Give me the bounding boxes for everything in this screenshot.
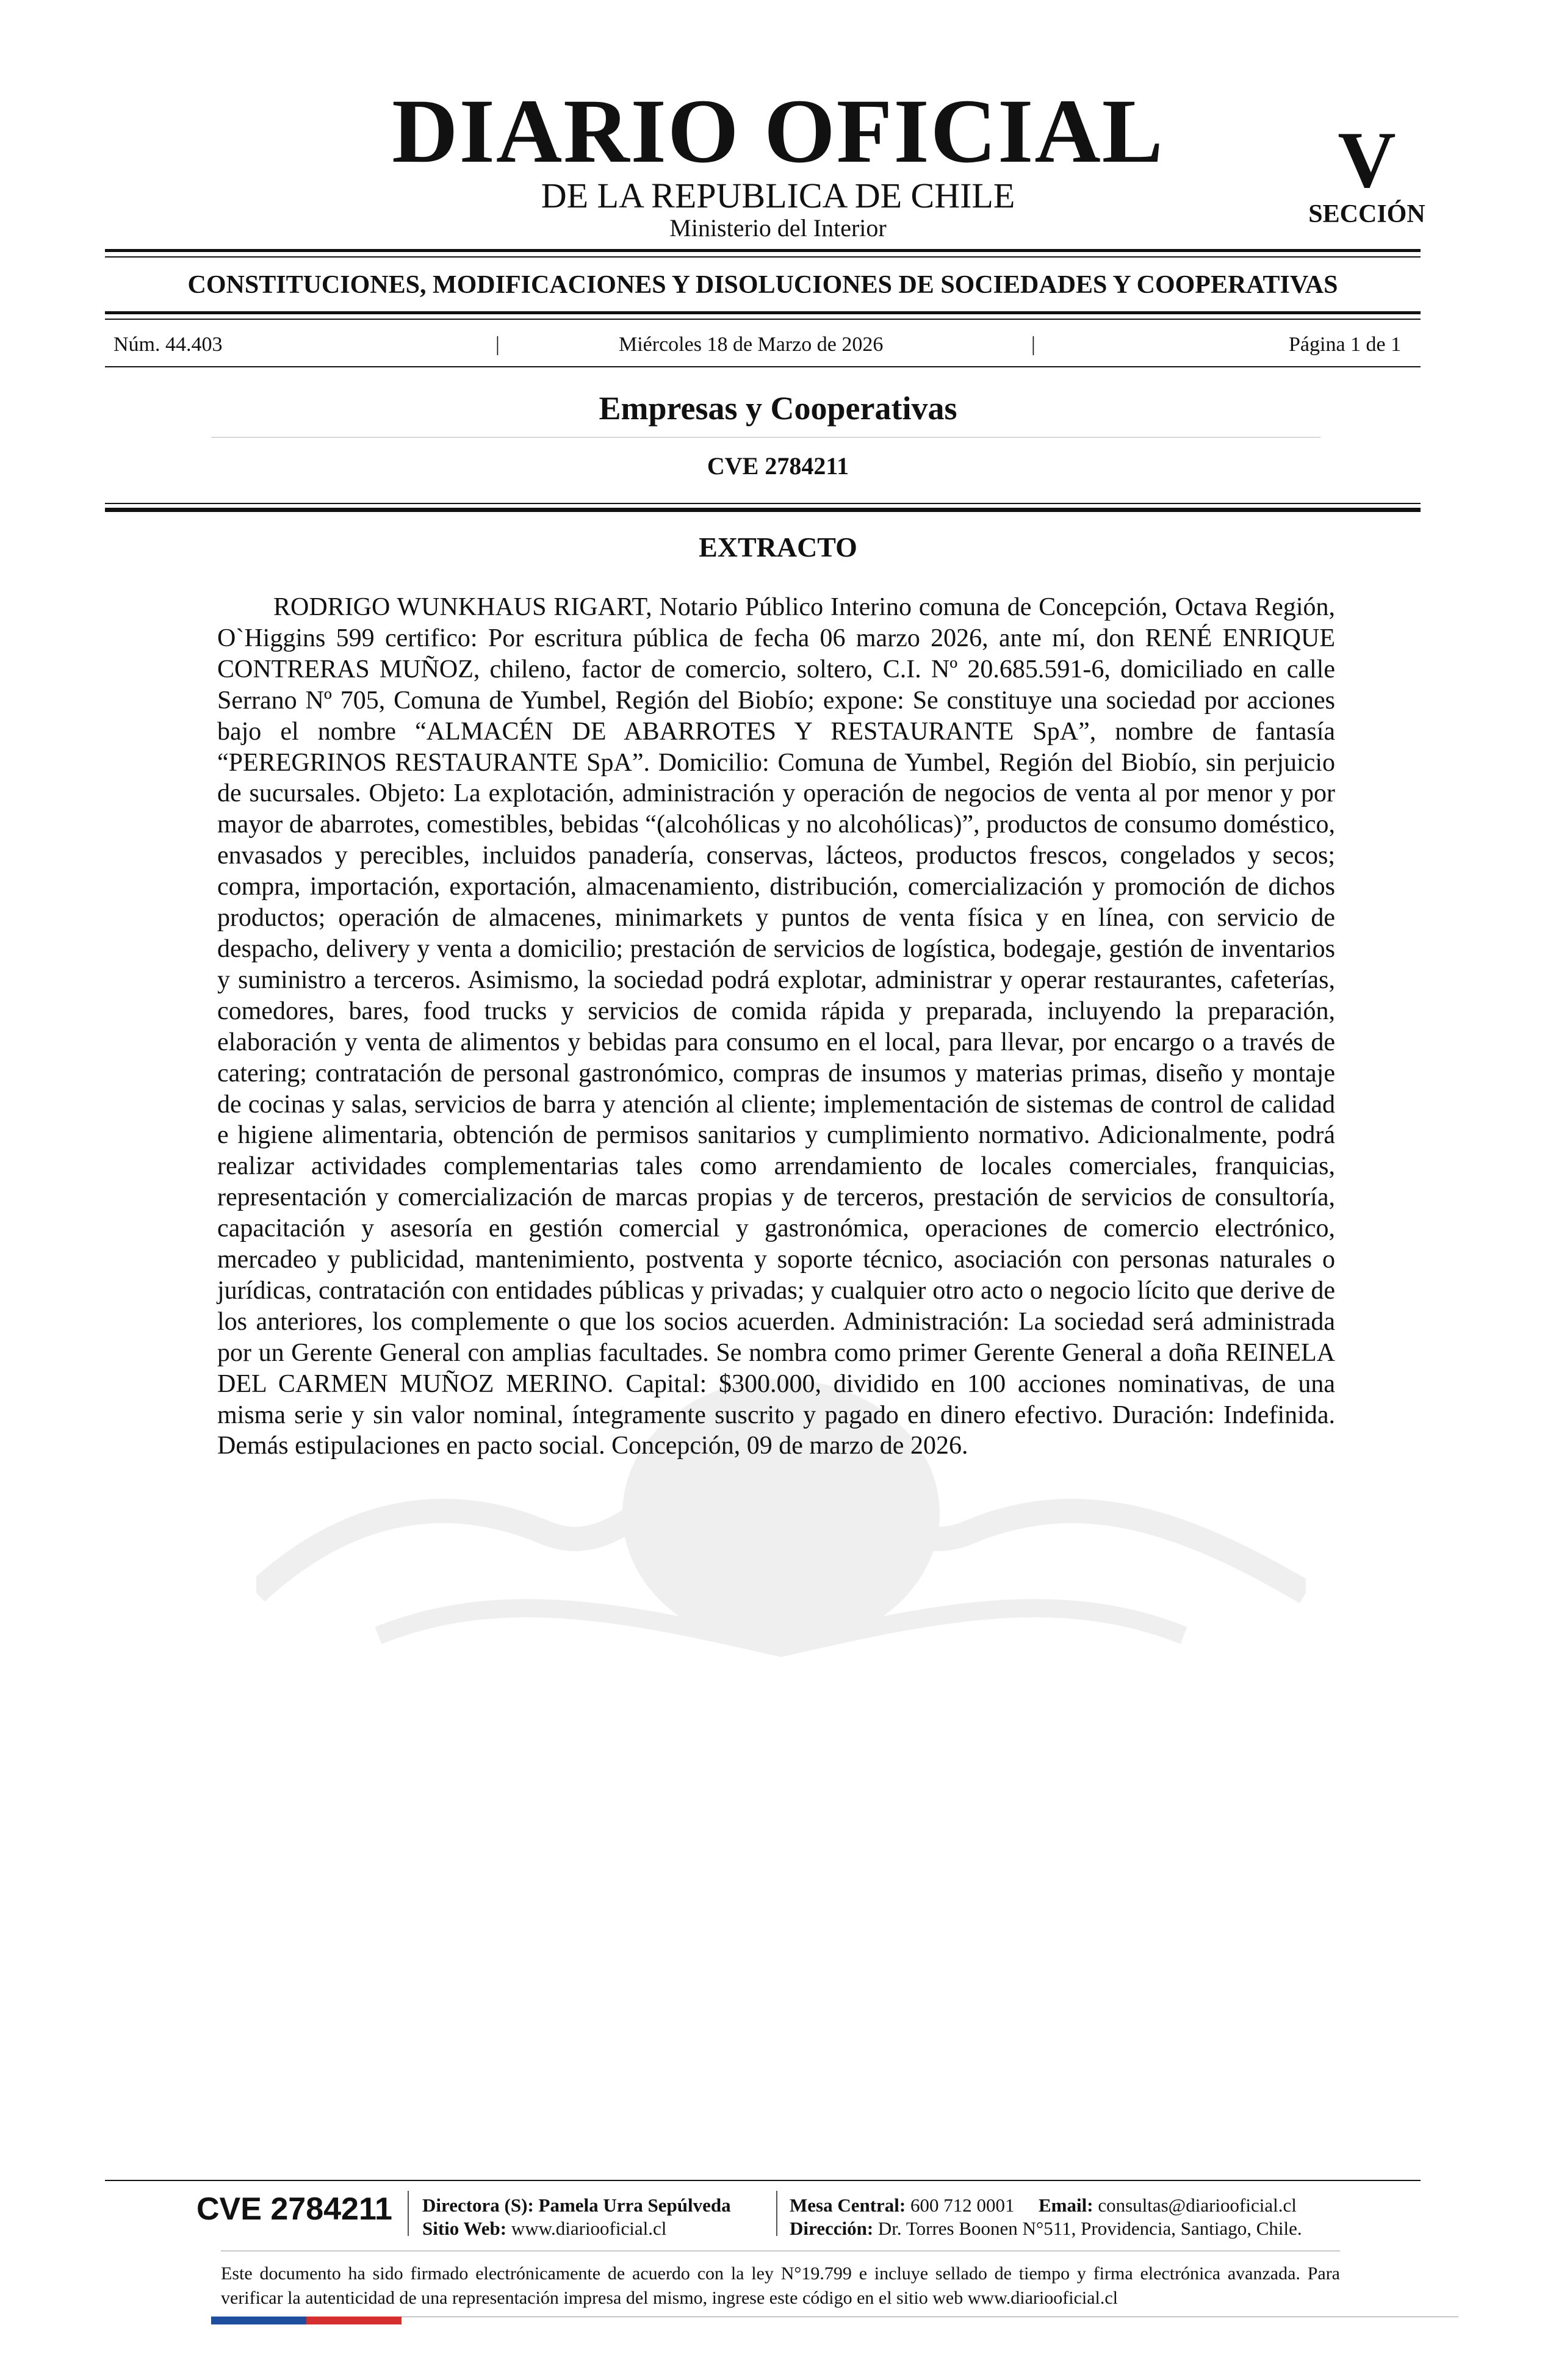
rule-top-thin — [105, 256, 1421, 258]
rule-section-light — [211, 437, 1320, 438]
issue-number: Núm. 44.403 — [113, 333, 223, 356]
footer-rule-top — [105, 2180, 1421, 2181]
page-indicator: Página 1 de 1 — [1289, 333, 1402, 356]
masthead-subtitle: DE LA REPUBLICA DE CHILE — [541, 176, 1015, 215]
website-label: Sitio Web: — [422, 2218, 507, 2239]
flag-stripe-red — [306, 2317, 402, 2324]
masthead-title: DIARIO OFICIAL — [392, 81, 1164, 182]
footer-cve-code: CVE 2784211 — [196, 2191, 392, 2227]
issue-date: Miércoles 18 de Marzo de 2026 — [619, 333, 884, 356]
email-link[interactable]: consultas@diariooficial.cl — [1098, 2194, 1297, 2216]
meta-separator-left: | — [495, 333, 500, 356]
rule-cve-thin — [105, 503, 1421, 504]
phone-label: Mesa Central: — [790, 2194, 906, 2216]
director-label: Directora (S): — [422, 2194, 534, 2216]
footer-legal-notice: Este documento ha sido firmado electrónicamente de acuerdo con la ley N°19.799 e incluye sellado de tiempo y firma electrónica avanzada. Para verificar la autenticidad de una representación impresa del mismo, ingrese este código en el sitio web www.diariooficial.cl — [221, 2263, 1340, 2308]
footer-divider-left — [408, 2191, 409, 2236]
section-label: SECCIÓN — [1308, 200, 1425, 228]
rule-meta-bottom — [105, 366, 1421, 367]
ministry-label: Ministerio del Interior — [669, 214, 887, 242]
address-value: Dr. Torres Boonen N°511, Providencia, Santiago, Chile. — [877, 2218, 1302, 2239]
section-title: Empresas y Cooperativas — [599, 390, 957, 427]
meta-separator-right: | — [1031, 333, 1036, 356]
address-label: Dirección: — [790, 2218, 874, 2239]
footer-director — [422, 2196, 731, 2215]
website-link[interactable]: www.diariooficial.cl — [511, 2218, 667, 2239]
rule-cve-thick — [105, 508, 1421, 512]
section-number: V — [1338, 115, 1396, 204]
document-heading: EXTRACTO — [699, 532, 857, 563]
rule-banner-thick — [105, 311, 1421, 314]
rule-top-thick — [105, 249, 1421, 252]
banner-title: CONSTITUCIONES, MODIFICACIONES Y DISOLUCIONES DE SOCIEDADES Y COOPERATIVAS — [187, 271, 1338, 299]
document-body: RODRIGO WUNKHAUS RIGART, Notario Público Interino comuna de Concepción, Octava Región, O`Higgins 599 certifico: Por escritura pública de fecha 06 marzo 2026, ante mí, don RENÉ ENRIQUE CONTRERAS MUÑOZ, chileno, factor de comercio, soltero, C.I. Nº 20.685.591-6, domiciliado en calle Serrano Nº 705, Comuna de Yumbel, Región del Biobío; expone: Se constituye una sociedad por acciones bajo el nombre “ALMACÉN DE ABARROTES Y RESTAURANTE SpA”, nombre de fantasía “PEREGRINOS RESTAURANTE SpA”. Domicilio: Comuna de Yumbel, Región del Biobío, sin perjuicio de sucursales. Objeto: La explotación, administración y operación de negocios de venta al por menor y por mayor de abarrotes, comestibles, bebidas “(alcohólicas y no alcohólicas)”, productos de consumo doméstico, envasados y perecibles, incluidos panadería, conservas, lácteos, productos frescos, congelados y secos; compra, importación, exportación, almacenamiento, distribución, comercialización y promoción de dichos productos; operación de almacenes, minimarkets y puntos de venta física y en línea, con servicio de despacho, delivery y venta a domicilio; prestación de servicios de logística, bodegaje, gestión de inventarios y suministro a terceros. Asimismo, la sociedad podrá explotar, administrar y operar restaurantes, cafeterías, comedores, bares, food trucks y servicios de comida rápida y preparada, incluyendo la preparación, elaboración y venta de alimentos y bebidas para consumo en el local, para llevar, por encargo o a través de catering; contratación de personal gastronómico, compras de insumos y materias primas, diseño y montaje de cocinas y salas, servicios de barra y atención al cliente; implementación de sistemas de control de calidad e higiene alimentaria, obtención de permisos sanitarios y cumplimiento normativo. Adicionalmente, podrá realizar actividades complementarias tales como arrendamiento de locales comerciales, franquicias, representación y comercialización de marcas propias y de terceros, prestación de servicios de consultoría, capacitación y asesoría en gestión comercial y gastronómica, operaciones de comercio electrónico, mercadeo y publicidad, mantenimiento, postventa y soporte técnico, asociación con personas naturales o jurídicas, contratación con entidades públicas y privadas; y cualquier otro acto o negocio lícito que derive de los anteriores, los complemente o que los socios acuerden. Administración: La sociedad será administrada por un Gerente General con amplias facultades. Se nombra como primer Gerente General a doña REINELA DEL CARMEN MUÑOZ MERINO. Capital: $300.000, dividido en 100 acciones nominativas, de una misma serie y sin valor nominal, íntegramente suscrito y pagado en dinero efectivo. Duración: Indefinida. Demás estipulaciones en pacto social. Concepción, 09 de marzo de 2026. — [217, 593, 1335, 1460]
rule-banner-thin — [105, 319, 1421, 320]
footer-website — [422, 2219, 666, 2238]
phone-value: 600 712 0001 — [910, 2194, 1015, 2216]
email-label: Email: — [1039, 2194, 1093, 2216]
director-name: Pamela Urra Sepúlveda — [538, 2194, 731, 2216]
flag-stripe-blue — [211, 2317, 306, 2324]
footer-phone-email — [790, 2196, 1297, 2215]
cve-code: CVE 2784211 — [707, 452, 849, 480]
footer-address — [790, 2219, 1302, 2238]
footer-divider-right — [776, 2191, 777, 2236]
